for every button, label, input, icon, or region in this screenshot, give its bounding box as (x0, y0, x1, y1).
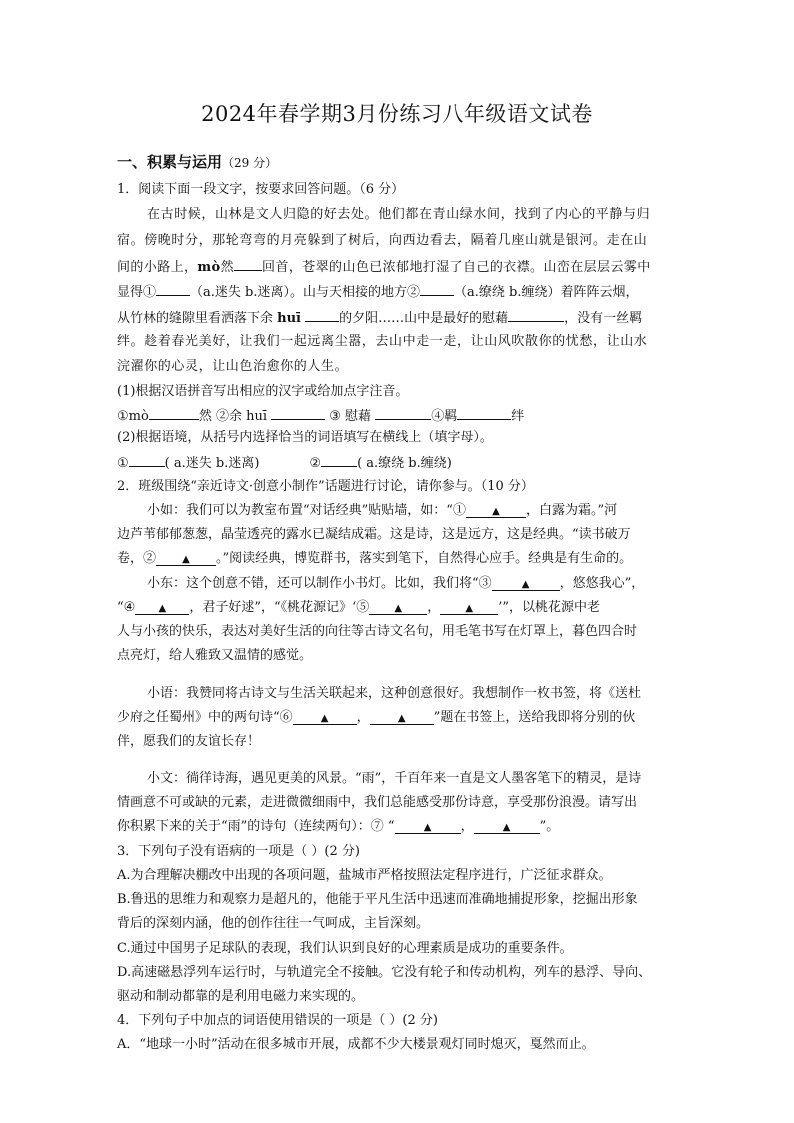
text-fragment: ’”，以桃花源中老 (498, 600, 601, 615)
text-fragment: （a.缭绕 b.缠绕）着阵阵云烟， (454, 285, 639, 300)
q2-line: 小语：我赞同将古诗文与生活关联起来，这种创意很好。我想制作一枚书签，将《送杜 (147, 686, 642, 701)
q2-line: 伴，愿我们的友谊长存！ (117, 734, 261, 749)
q1-sub1-answers (117, 407, 524, 425)
triangle-marker: ▲ (182, 554, 190, 565)
q3-option-b-cont: 背后的深刻内涵，他的创作往往一气呵成，主旨深刻。 (117, 916, 430, 931)
q2-line (117, 710, 635, 726)
text-fragment: ④羁 (431, 409, 458, 424)
q2-line: 情画意不可或缺的元素，走进微微细雨中，我们总能感受那份诗意，享受那份浪漫。请写出 (117, 795, 638, 810)
q1-passage-line (117, 258, 651, 276)
text-fragment: （a.迷失 b.迷离）。山与天相接的地方② (190, 285, 420, 300)
text-fragment: 卷，② (117, 551, 157, 566)
text-fragment: ， (356, 710, 370, 725)
blank-line[interactable] (508, 309, 564, 322)
text-fragment: ，没有一丝羁 (564, 311, 643, 326)
pinyin-mo: mò (197, 260, 221, 275)
triangle-marker: ▲ (158, 603, 167, 614)
text-fragment: 小如：我们可以为教室布置“对话经典”贴贴墙，如：“① (147, 503, 466, 518)
text-fragment: 然 ②余 huī (198, 409, 267, 424)
blank-line[interactable] (271, 407, 325, 420)
blank-line[interactable] (234, 258, 262, 271)
q2-line (147, 503, 617, 519)
q4-stem: 4．下列句子中加点的词语使用错误的一项是（ ）(2 分) (117, 1013, 438, 1028)
blank-line[interactable] (370, 712, 434, 725)
text-fragment: ”。 (539, 819, 560, 834)
q3-option-b: B.鲁迅的思维力和观察力是超凡的，他能于平凡生活中迅速而准确地捕捉形象，挖掘出形象 (117, 892, 638, 907)
text-fragment: “④ (117, 600, 136, 615)
q2-line (117, 819, 559, 835)
section-heading (117, 154, 277, 172)
q1-passage-line (117, 309, 642, 327)
triangle-marker: ▲ (465, 603, 474, 614)
text-fragment: 。”阅读经典，博览群书，落实到笔下，自然得心应手。经典是有生命的。 (216, 551, 633, 566)
q1-stem: 1．阅读下面一段文字，按要求回答问题。（6 分） (117, 182, 405, 197)
blank-line[interactable] (466, 505, 526, 518)
triangle-marker: ▲ (502, 822, 511, 833)
q2-line (117, 551, 632, 567)
text-fragment: 间的小路上， (117, 260, 198, 275)
q3-option-a: A.为合理解决棚改中出现的各项问题，盐城市严格按照法定程序进行，广泛征求群众。 (117, 868, 612, 883)
text-fragment: 少府之任蜀州》中的两句诗“⑥ (117, 710, 293, 725)
q2-line: 点亮灯，给人雅致又温情的感觉。 (117, 648, 313, 663)
blank-line[interactable] (474, 821, 540, 834)
blank-line[interactable] (135, 602, 189, 615)
triangle-marker: ▲ (521, 579, 530, 590)
text-fragment: ， (427, 600, 441, 615)
blank-line[interactable] (395, 821, 461, 834)
text-fragment: ③ 慰藉 (329, 409, 372, 424)
q1-sub1: (1)根据汉语拼音写出相应的汉字或给加点字注音。 (117, 384, 409, 399)
blank-line[interactable] (321, 454, 357, 467)
blank-line[interactable] (492, 578, 560, 591)
text-fragment: ，悠悠我心”， (559, 576, 645, 591)
triangle-marker: ▲ (423, 822, 432, 833)
q1-passage-line: 绊。趁着春光美好，让我们一起远离尘嚣，去山中走一走，让山风吹散你的忧愁，让山水 (117, 334, 648, 349)
q3-option-c: C.通过中国男子足球队的表现，我们认识到良好的心理素质是成功的重要条件。 (117, 941, 573, 956)
q1-sub2-answers (117, 454, 452, 472)
q1-passage-line: 在古时候，山林是文人归隐的好去处。他们都在青山绿水间，找到了内心的平静与归 (147, 207, 651, 222)
blank-line[interactable] (129, 454, 165, 467)
blank-line[interactable] (156, 553, 216, 566)
section-points: （29 分） (222, 156, 278, 170)
text-fragment: ( a.迷失 b.迷离) (164, 456, 260, 471)
triangle-marker: ▲ (397, 713, 406, 724)
text-fragment: ，白露为霜。”河 (525, 503, 618, 518)
pinyin-hui: huī (277, 311, 301, 326)
q1-passage-line: 宿。傍晚时分，那轮弯弯的月亮躲到了树后，向西边看去，隔着几座山就是银河。走在山 (117, 233, 648, 248)
q3-option-d: D.高速磁悬浮列车运行时，与轨道完全不接触。它没有轮子和传动机构，列车的悬浮、导向、 (117, 965, 652, 980)
text-fragment: 的夕阳……山中是最好的慰藉 (339, 311, 509, 326)
text-fragment: 显得① (117, 285, 157, 300)
q3-option-d-cont: 驱动和制动都靠的是利用电磁力来实现的。 (117, 989, 365, 1004)
q2-line (117, 600, 600, 616)
triangle-marker: ▲ (492, 506, 500, 517)
text-fragment: ①mò (117, 409, 149, 424)
triangle-marker: ▲ (394, 603, 403, 614)
blank-line[interactable] (149, 407, 199, 420)
text-fragment: ① (117, 456, 129, 471)
q2-line (147, 576, 644, 592)
blank-line[interactable] (293, 712, 357, 725)
text-fragment: 小东：这个创意不错，还可以制作小书灯。比如，我们将“③ (147, 576, 492, 591)
text-fragment: ( a.缭绕 b.缠绕) (357, 456, 452, 471)
blank-line[interactable] (420, 283, 454, 296)
q1-passage-line: 浣濯你的心灵，让山色治愈你的人生。 (117, 359, 349, 374)
q1-sub2: (2)根据语境，从括号内选择恰当的词语填写在横线上（填字母）。 (117, 430, 493, 445)
blank-line[interactable] (156, 283, 190, 296)
section-title: 一、积累与运用 (117, 153, 223, 171)
page-title: 2024年春学期3月份练习八年级语文试卷 (201, 102, 593, 126)
blank-line[interactable] (369, 602, 427, 615)
q1-passage-line (117, 283, 638, 301)
text-fragment: ，君子好逑”，“《桃花源记》‘⑤ (189, 600, 370, 615)
blank-line[interactable] (457, 407, 511, 420)
blank-line[interactable] (440, 602, 498, 615)
q2-line: 人与小孩的快乐，表达对美好生活的向往等古诗文名句，用毛笔书写在灯罩上，暮色四合时 (117, 624, 638, 639)
text-fragment: ， (460, 819, 474, 834)
text-fragment: 你积累下来的关于“雨”的诗句（连续两句）：⑦ “ (117, 819, 395, 834)
text-fragment: ② (309, 456, 322, 471)
blank-line[interactable] (375, 407, 431, 420)
q4-option-a: A．“地球一小时”活动在很多城市开展，成都不少大楼景观灯同时熄灭，戛然而止。 (117, 1037, 595, 1052)
text-fragment: 从竹林的缝隙里看洒落下余 (117, 311, 274, 326)
q2-line: 小文：徜徉诗海，遇见更美的风景。“雨”，千百年来一直是文人墨客笔下的精灵，是诗 (147, 771, 642, 786)
text-fragment: 回首，苍翠的山色已浓郁地打湿了自己的衣襟。山峦在层层云雾中 (262, 260, 651, 275)
q3-stem: 3．下列句子没有语病的一项是（ ）(2 分) (117, 844, 360, 859)
text-fragment: 然 (220, 260, 235, 275)
text-fragment: ”题在书签上，送给我即将分别的伙 (433, 710, 636, 725)
q2-line: 边芦苇郁郁葱葱，晶莹透亮的露水已凝结成霜。这是诗，这是远方，这是经典。“读书破万 (117, 527, 631, 542)
text-fragment: 绊 (511, 409, 525, 424)
blank-line[interactable] (305, 309, 339, 322)
q2-stem: 2．班级围绕“亲近诗文·创意小制作”话题进行讨论，请你参与。（10 分） (117, 479, 534, 494)
triangle-marker: ▲ (320, 713, 329, 724)
